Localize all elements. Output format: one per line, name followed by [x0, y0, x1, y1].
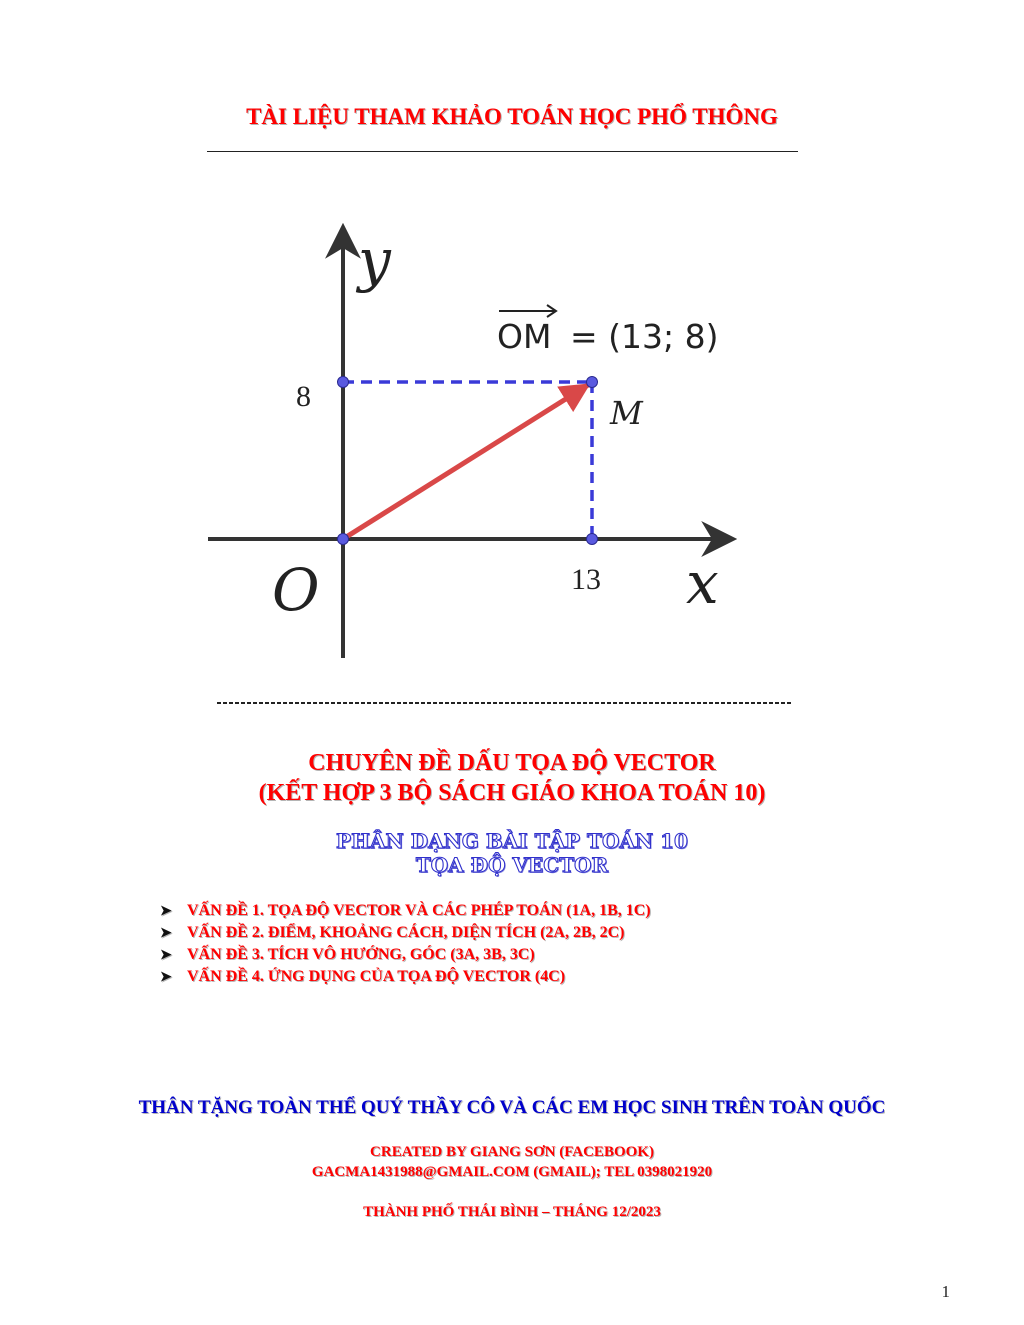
y-axis-label: y: [358, 226, 391, 294]
topic-title-line2: (KẾT HỢP 3 BỘ SÁCH GIÁO KHOA TOÁN 10): [258, 780, 766, 806]
y-tick-label: 8: [296, 380, 311, 413]
title-underline: [207, 151, 798, 152]
list-item-text: VẤN ĐỀ 2. ĐIỂM, KHOẢNG CÁCH, DIỆN TÍCH (2A, 2B, 2C): [187, 924, 625, 941]
list-item-text: VẤN ĐỀ 3. TÍCH VÔ HƯỚNG, GÓC (3A, 3B, 3C): [187, 946, 535, 963]
subtitle: [0, 829, 1024, 877]
credits: [0, 1142, 1024, 1182]
origin-label: O: [272, 556, 320, 624]
vector-formula-value: = (13; 8): [570, 317, 719, 356]
vector-formula-name: OM: [497, 317, 552, 356]
point-origin: [338, 534, 349, 545]
x-tick-label: 13: [571, 563, 601, 596]
list-item: [160, 900, 920, 922]
point-m: [587, 377, 598, 388]
point-x13: [587, 534, 598, 545]
dashed-divider: [217, 702, 791, 704]
vector-om: [343, 385, 588, 539]
arrow-bullet-icon: ➤: [160, 948, 172, 963]
subtitle-line1: PHÂN DẠNG BÀI TẬP TOÁN 10: [336, 829, 688, 853]
list-item: [160, 922, 920, 944]
subtitle-line2: TỌA ĐỘ VECTOR: [415, 853, 609, 877]
point-m-label: M: [610, 394, 643, 432]
x-axis-label: x: [686, 549, 719, 617]
point-y8: [338, 377, 349, 388]
dedication: THÂN TẶNG TOÀN THỂ QUÝ THẦY CÔ VÀ CÁC EM HỌC SINH TRÊN TOÀN QUỐC: [138, 1097, 886, 1118]
topic-title: [0, 748, 1024, 808]
arrow-bullet-icon: ➤: [160, 970, 172, 985]
arrow-bullet-icon: ➤: [160, 904, 172, 919]
place-date: THÀNH PHỐ THÁI BÌNH – THÁNG 12/2023: [363, 1204, 661, 1220]
list-item-text: VẤN ĐỀ 4. ỨNG DỤNG CỦA TỌA ĐỘ VECTOR (4C): [187, 968, 566, 985]
list-item: [160, 966, 920, 988]
page-number: 1: [941, 1282, 950, 1301]
coordinate-figure: [200, 218, 760, 668]
arrow-bullet-icon: ➤: [160, 926, 172, 941]
topic-title-line1: CHUYÊN ĐỀ DẤU TỌA ĐỘ VECTOR: [308, 750, 716, 776]
list-item: [160, 944, 920, 966]
page-title: TÀI LIỆU THAM KHẢO TOÁN HỌC PHỔ THÔNG: [246, 104, 778, 129]
credit-line1: CREATED BY GIANG SƠN (FACEBOOK): [370, 1144, 654, 1160]
credit-line2: GACMA1431988@GMAIL.COM (GMAIL); TEL 0398021920: [311, 1164, 713, 1180]
list-item-text: VẤN ĐỀ 1. TỌA ĐỘ VECTOR VÀ CÁC PHÉP TOÁN (1A, 1B, 1C): [187, 902, 651, 919]
topic-list: [160, 900, 920, 988]
